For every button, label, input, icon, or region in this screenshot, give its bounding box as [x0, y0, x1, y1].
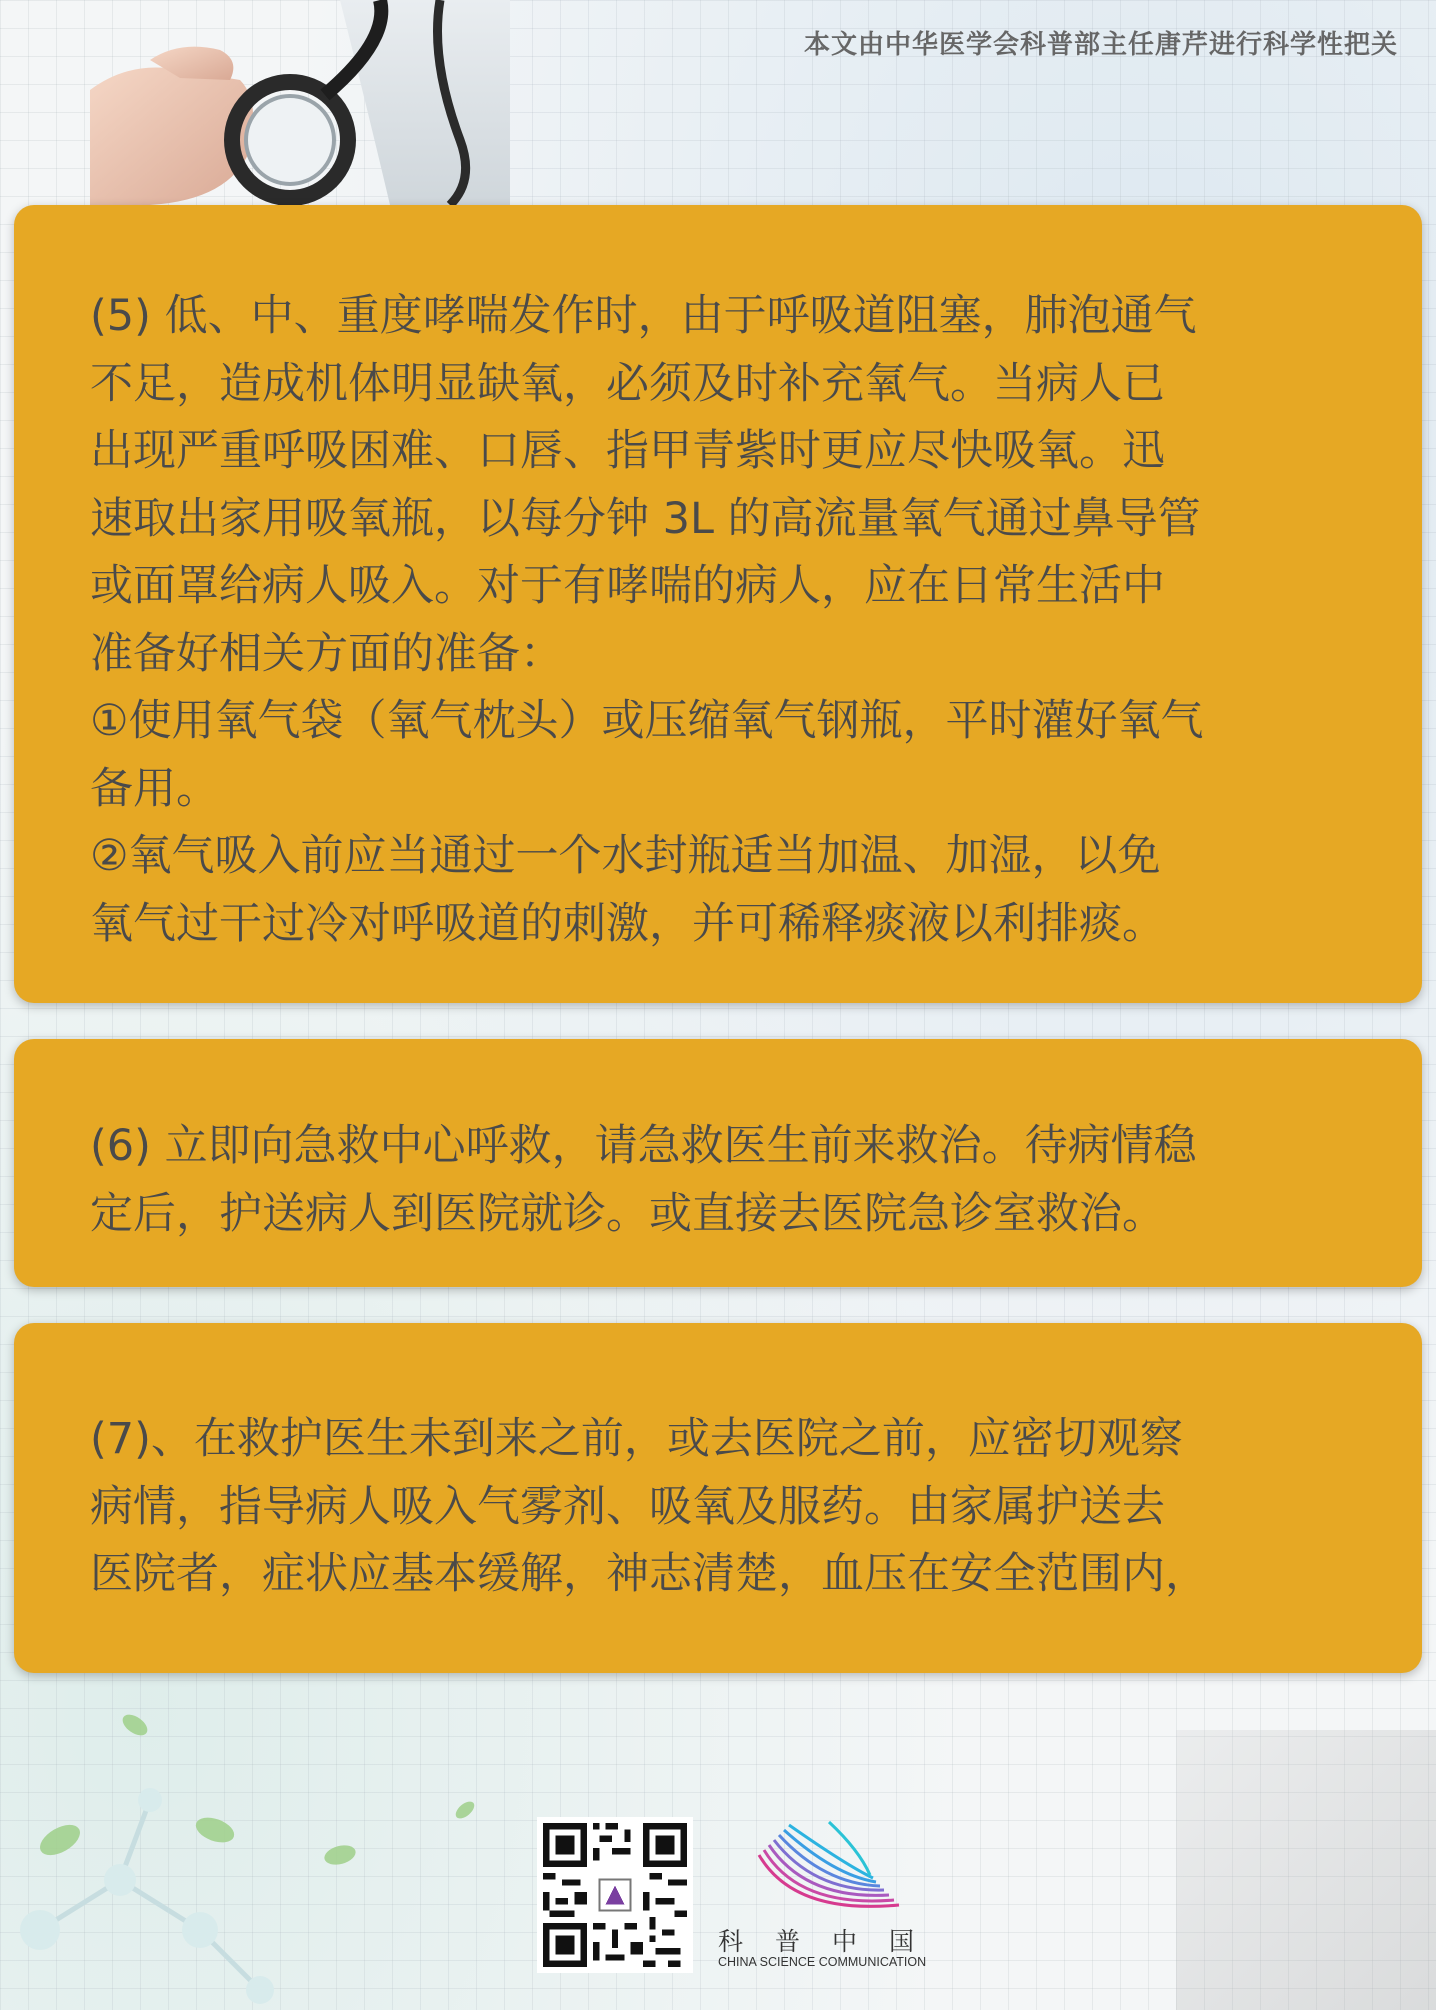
molecule-leaves-decoration	[0, 1680, 520, 2010]
qr-code-icon[interactable]	[537, 1817, 693, 1973]
header-credit: 本文由中华医学会科普部主任唐芹进行科学性把关	[803, 30, 1398, 60]
content-cards	[14, 205, 1422, 1673]
card-step-7	[14, 1323, 1422, 1673]
logo-english-text: CHINA SCIENCE COMMUNICATION	[718, 1955, 927, 1969]
logo-chinese-text: 科普中国	[718, 1927, 947, 1956]
card-step-6-text: (6) 立即向急救中心呼救，请急救医生前来救治。待病情稳 定后，护送病人到医院就诊。或直接去医院急诊室救治。	[90, 1121, 1197, 1239]
card-step-5-text: (5) 低、中、重度哮喘发作时，由于呼吸道阻塞，肺泡通气 不足，造成机体明显缺氧，必须及时补充氧气。当病人已 出现严重呼吸困难、口唇、指甲青紫时更应尽快吸氧。迅 速取出家用吸氧瓶，以每分钟 3L 的高流量氧气通过鼻导管 或面罩给病人吸入。对于有哮喘的病人，应在日常生活中 准备好相关方面的准备： ①使用氧气袋（氧气枕头）或压缩氧气钢瓶，平时灌好氧气 备用。 ②氧气吸入前应当通过一个水封瓶适当加温、加湿，以免 氧气过干过冷对呼吸道的刺激，并可稀释痰液以利排痰。	[90, 291, 1204, 949]
science-china-logo	[718, 1820, 948, 1980]
card-step-6	[14, 1039, 1422, 1287]
stethoscope-illustration	[90, 0, 510, 205]
card-step-5	[14, 205, 1422, 1003]
card-step-7-text: (7)、在救护医生未到来之前，或去医院之前，应密切观察 病情，指导病人吸入气雾剂、吸氧及服药。由家属护送去 医院者，症状应基本缓解，神志清楚，血压在安全范围内，	[90, 1414, 1208, 1599]
photo-collage-decoration	[1176, 1730, 1436, 2010]
science-china-logo-icon	[754, 1820, 904, 1920]
